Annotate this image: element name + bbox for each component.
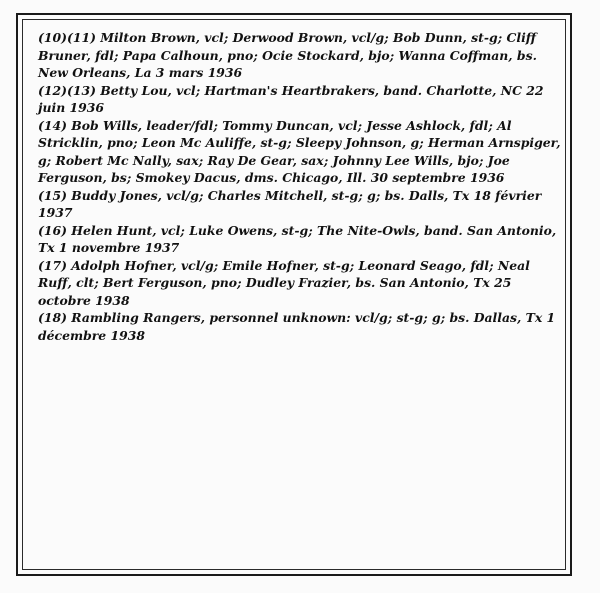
discography-entry: (12)(13) Betty Lou, vcl; Hartman's Heartbrakers, band. Charlotte, NC 22 juin 1936 [38, 82, 544, 115]
discography-entry: (18) Rambling Rangers, personnel unknown: vcl/g; st-g; g; bs. Dallas, Tx 1 décembre 1938 [38, 310, 556, 343]
discography-entry: (17) Adolph Hofner, vcl/g; Emile Hofner, st-g; Leonard Seago, fdl; Neal Ruff, clt; Bert Ferguson, pno; Dudley Frazier, bs. San Antonio, Tx 25 octobre 1938 [38, 257, 530, 308]
discography-entry: (15) Buddy Jones, vcl/g; Charles Mitchell, st-g; g; bs. Dalls, Tx 18 février 1937 [38, 187, 542, 220]
discography-entry: (10)(11) Milton Brown, vcl; Derwood Brown, vcl/g; Bob Dunn, st-g; Cliff Bruner, fdl; Papa Calhoun, pno; Ocie Stockard, bjo; Wanna Coffman, bs. New Orleans, La 3 mars 1936 [38, 30, 537, 80]
discography-entry: (14) Bob Wills, leader/fdl; Tommy Duncan, vcl; Jesse Ashlock, fdl; Al Stricklin, pno; Leon Mc Auliffe, st-g; Sleepy Johnson, g; Herman Arnspiger, g; Robert Mc Nally, sax; Ray De Gear, sax; Johnny Lee Wills, bjo; Joe Ferguson, bs; Smokey Dacus, dms. Chicago, Ill. 30 septembre 1936 [38, 117, 561, 185]
discography-text [38, 29, 566, 344]
discography-entry: (16) Helen Hunt, vcl; Luke Owens, st-g; The Nite-Owls, band. San Antonio, Tx 1 novembre 1937 [38, 222, 557, 255]
